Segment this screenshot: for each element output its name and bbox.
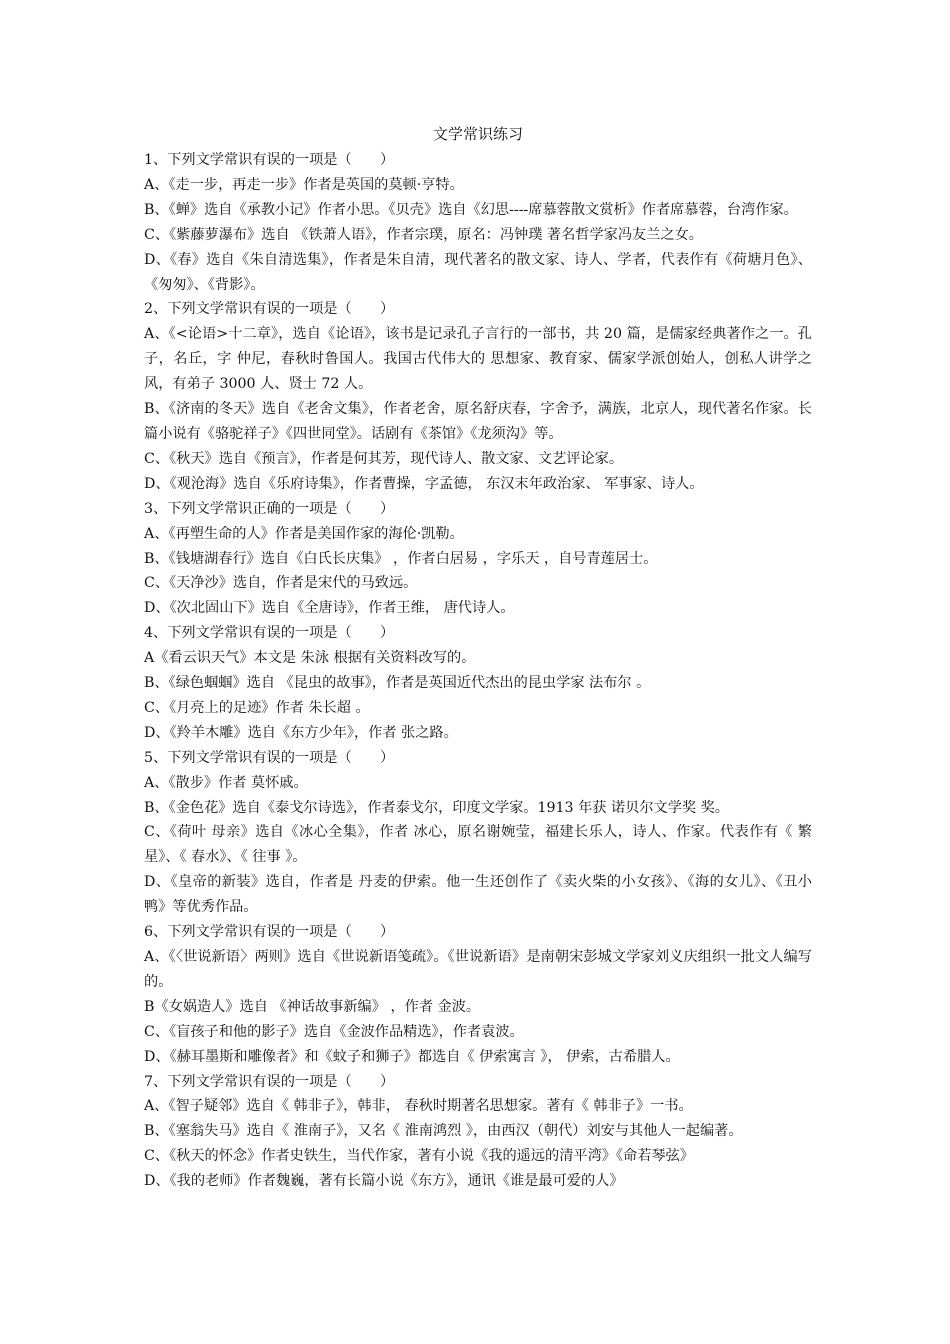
option-line: D、《观沧海》选自《乐府诗集》，作者曹操，字孟德， 东汉末年政治家、 军事家、诗人。	[144, 475, 704, 492]
option-line: C、《盲孩子和他的影子》选自《金波作品精选》，作者袁波。	[144, 1023, 524, 1040]
question-line: 2、下列文学常识有误的一项是（ ）	[144, 301, 395, 318]
option-line: A《看云识天气》本文是 朱泳 根据有关资料改写的。	[144, 650, 476, 667]
option-line: B、《绿色蝈蝈》选自 《昆虫的故事》，作者是英国近代杰出的昆虫学家 法布尔 。	[144, 675, 651, 692]
question-line: 5、下列文学常识有误的一项是（ ）	[144, 749, 395, 766]
option-line: A、《〈世说新语〉两则》选自《世说新语笺疏》。《世说新语》是南朝宋彭城文学家刘义庆组织一批文人编写的。	[144, 949, 812, 990]
option-line: C、《紫藤萝瀑布》选自 《铁萧人语》，作者宗璞，原名：冯钟璞 著名哲学家冯友兰之女。	[144, 226, 703, 243]
option-line: B、《金色花》选自《泰戈尔诗选》，作者泰戈尔，印度文学家。1913 年获 诺贝尔文学奖 奖。	[144, 799, 729, 816]
question-line: 7、下列文学常识有误的一项是（ ）	[144, 1073, 395, 1090]
option-line: A、《走一步，再走一步》作者是英国的莫顿·亨特。	[144, 176, 464, 193]
option-line: A、《<论语>十二章》，选自《论语》，该书是记录孔子言行的一部书，共 20 篇，是儒家经典著作之一。孔子，名丘，字 仲尼，春秋时鲁国人。我国古代伟大的 思想家、教育家、儒家学派创始人，创私人讲学之风，有弟子 3000 人、贤士 72 人。	[144, 326, 812, 393]
question-line: 4、下列文学常识有误的一项是（ ）	[144, 625, 395, 642]
option-line: D、《春》选自《朱自清选集》，作者是朱自清，现代著名的散文家、诗人、学者，代表作有《荷塘月色》、《匆匆》、《背影》。	[144, 251, 812, 293]
option-line: D、《我的老师》作者魏巍，著有长篇小说《东方》，通讯《谁是最可爱的人》	[144, 1173, 624, 1190]
option-line: C、《月亮上的足迹》作者 朱长超 。	[144, 699, 370, 716]
option-line: B、《济南的冬天》选自《老舍文集》，作者老舍，原名舒庆春，字舍予，满族，北京人，现代著名作家。长篇小说有《骆驼祥子》《四世同堂》。话剧有《茶馆》《龙须沟》等。	[144, 401, 812, 442]
option-line: A、《散步》作者 莫怀戚。	[144, 774, 308, 791]
option-line: D、《羚羊木雕》选自《东方少年》，作者 张之路。	[144, 724, 458, 741]
option-line: C、《秋天》选自《预言》，作者是何其芳，现代诗人、散文家、文艺评论家。	[144, 450, 624, 467]
option-line: B、《钱塘湖春行》选自《白氏长庆集》 ，作者白居易 ，字乐天 ，自号青莲居士。	[144, 550, 658, 567]
option-line: C、《荷叶 母亲》选自《冰心全集》，作者 冰心，原名谢婉莹，福建长乐人，诗人、作家。代表作有《 繁星》、《 春水》、《 往事 》。	[144, 824, 812, 866]
document-title: 文学常识练习	[432, 125, 523, 143]
option-line: D、《次北固山下》选自《全唐诗》，作者王维， 唐代诗人。	[144, 600, 515, 617]
option-line: D、《皇帝的新装》选自，作者是 丹麦的伊索。他一生还创作了《卖火柴的小女孩》、《海的女儿》、《丑小鸭》等优秀作品。	[144, 874, 812, 916]
question-line: 3、下列文学常识正确的一项是（ ）	[144, 500, 395, 517]
option-line: C、《天净沙》选自，作者是宋代的马致远。	[144, 575, 418, 592]
option-line: B《女娲造人》选自 《神话故事新编》 ，作者 金波。	[144, 998, 481, 1015]
option-line: D、《赫耳墨斯和雕像者》和《蚊子和狮子》都选自《 伊索寓言 》， 伊索，古希腊人。	[144, 1048, 680, 1065]
option-line: A、《再塑生命的人》作者是美国作家的海伦·凯勒。	[144, 525, 464, 542]
document-page	[144, 122, 812, 1194]
question-line: 1、下列文学常识有误的一项是（ ）	[144, 152, 395, 168]
option-line: B、《蝉》选自《承教小记》作者小思。《贝壳》选自《幻思----席慕蓉散文赏析》作者席慕蓉，台湾作家。	[144, 201, 798, 218]
option-line: A、《智子疑邻》选自《 韩非子》，韩非， 春秋时期著名思想家。著有《 韩非子》一书。	[144, 1098, 693, 1115]
option-line: B、《塞翁失马》选自《 淮南子》，又名《 淮南鸿烈 》，由西汉（朝代）刘安与其他人一起编著。	[144, 1123, 743, 1140]
document-body	[144, 148, 812, 1194]
question-line: 6、下列文学常识有误的一项是（ ）	[144, 924, 395, 941]
option-line: C、《秋天的怀念》作者史铁生，当代作家，著有小说《我的遥远的清平湾》《命若琴弦》	[144, 1148, 694, 1165]
